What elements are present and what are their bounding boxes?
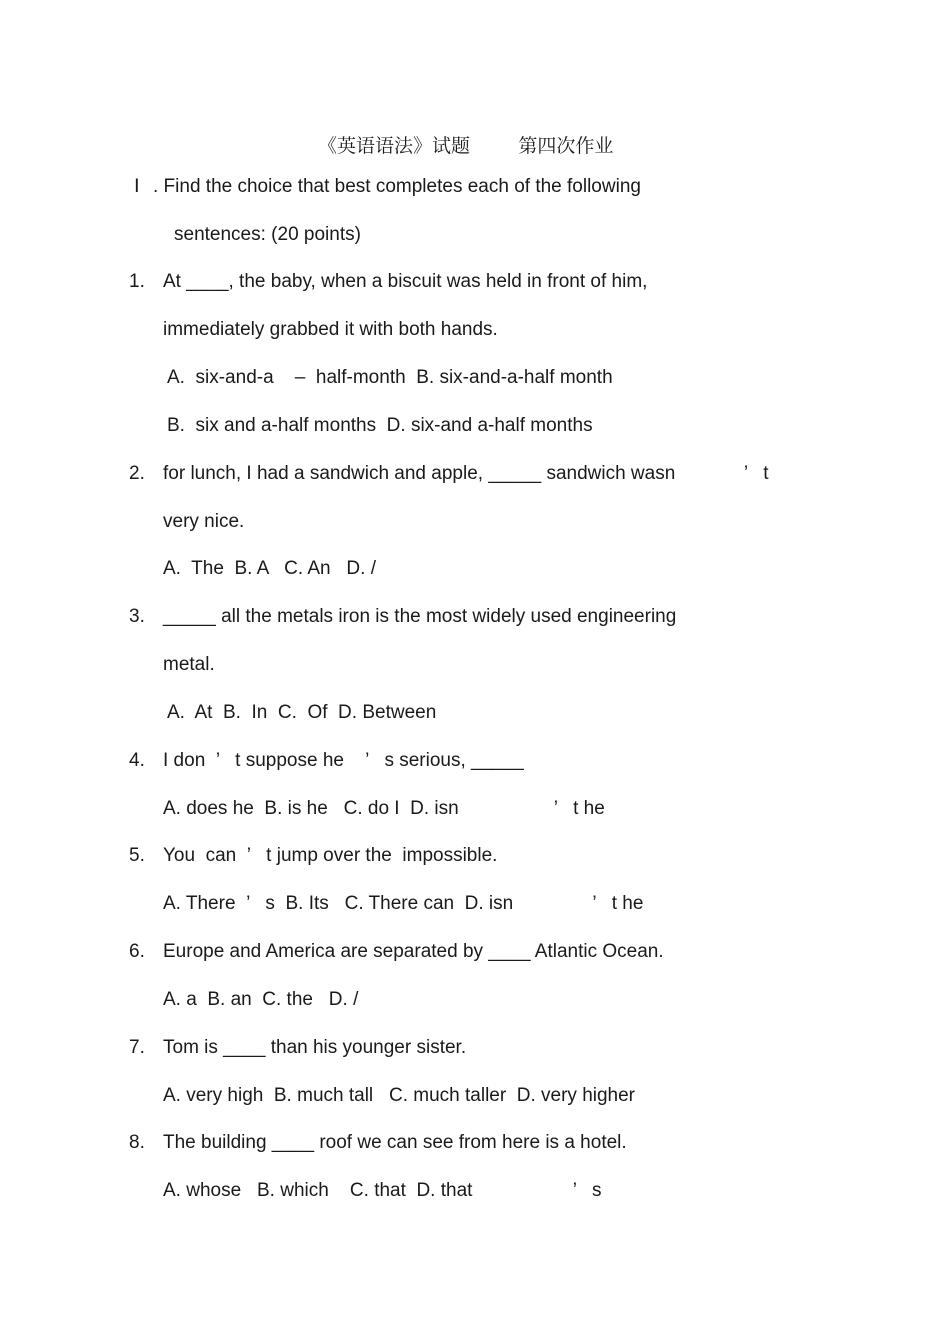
section-instruction-cont: sentences: (20 points): [174, 224, 361, 245]
question-text: Tom is ____ than his younger sister.: [163, 1037, 467, 1058]
question-number: 1.: [129, 271, 145, 292]
question-text: Europe and America are separated by ____ Atlantic Ocean.: [163, 941, 664, 962]
question-text: _____ all the metals iron is the most widely used engineering: [163, 606, 677, 627]
answer-options: A. There ’ s B. Its C. There can D. isn ’ t he: [163, 893, 644, 914]
answer-options: A. very high B. much tall C. much taller D. very higher: [163, 1085, 636, 1106]
question-number: 5.: [129, 845, 145, 866]
question-text: At ____, the baby, when a biscuit was held in front of him,: [163, 271, 648, 292]
question-text: The building ____ roof we can see from here is a hotel.: [163, 1132, 627, 1153]
page-title: 《英语语法》试题 第四次作业: [318, 135, 614, 157]
question-number: 2.: [129, 463, 145, 484]
answer-options: A. a B. an C. the D. /: [163, 989, 359, 1010]
question-text: You can ’ t jump over the impossible.: [163, 845, 498, 866]
question-text: metal.: [163, 654, 215, 675]
question-number: 8.: [129, 1132, 145, 1153]
answer-options: A. The B. A C. An D. /: [163, 558, 376, 579]
question-text: immediately grabbed it with both hands.: [163, 319, 498, 340]
question-number: 7.: [129, 1037, 145, 1058]
question-number: 4.: [129, 750, 145, 771]
question-number: 3.: [129, 606, 145, 627]
question-text: very nice.: [163, 511, 245, 532]
answer-options: A. does he B. is he C. do I D. isn ’ t he: [163, 798, 605, 819]
answer-options: A. At B. In C. Of D. Between: [167, 702, 437, 723]
section-instruction: . Find the choice that best completes each of the following: [153, 176, 641, 197]
answer-options: A. six-and-a – half-month B. six-and-a-half month: [167, 367, 613, 388]
answer-options: B. six and a-half months D. six-and a-half months: [167, 415, 593, 436]
question-text: for lunch, I had a sandwich and apple, _____ sandwich wasn ’ t: [163, 463, 769, 484]
question-number: 6.: [129, 941, 145, 962]
section-marker: Ⅰ: [134, 176, 140, 197]
answer-options: A. whose B. which C. that D. that ’ s: [163, 1180, 602, 1201]
question-text: I don ’ t suppose he ’ s serious, _____: [163, 750, 524, 771]
